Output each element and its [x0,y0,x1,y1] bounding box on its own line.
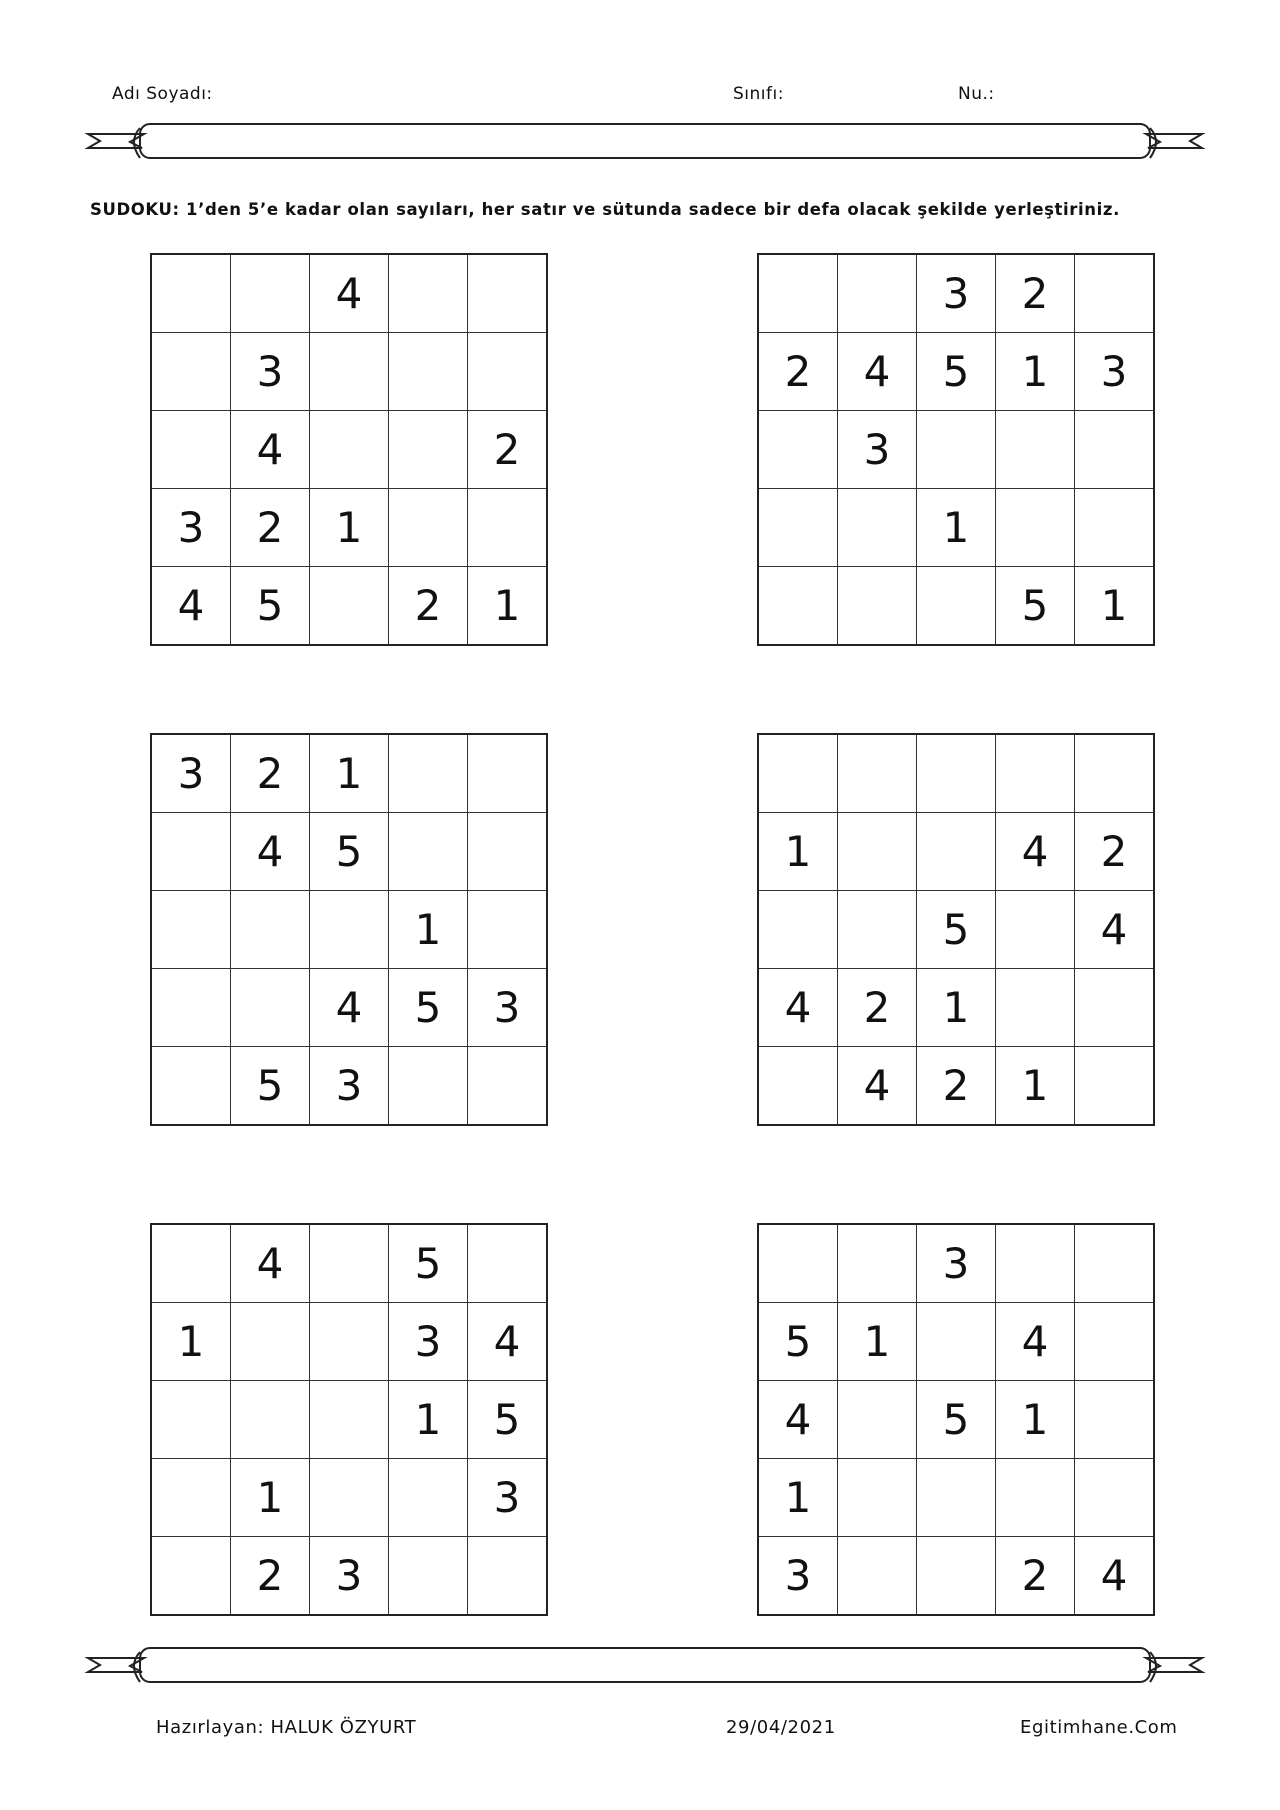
grid-cell [151,1537,231,1616]
grid-cell [838,1537,917,1616]
grid-cell: 4 [758,1381,838,1459]
grid-cell [758,1224,838,1303]
grid-cell [151,969,231,1047]
grid-cell [310,1224,389,1303]
grid-cell [468,734,548,813]
grid-cell: 5 [917,333,996,411]
grid-cell [310,1303,389,1381]
grid-cell [151,891,231,969]
name-label: Adı Soyadı: [112,84,213,104]
grid-cell [389,1537,468,1616]
grid-cell [389,813,468,891]
grid-cell: 4 [231,1224,310,1303]
grid-cell [917,1459,996,1537]
grid-cell [838,1224,917,1303]
grid-cell: 4 [1075,891,1155,969]
grid-cell: 4 [838,1047,917,1126]
grid-cell: 1 [996,333,1075,411]
grid-cell [1075,254,1155,333]
grid-cell: 1 [231,1459,310,1537]
grid-cell [468,813,548,891]
grid-cell: 5 [389,1224,468,1303]
grid-cell: 1 [996,1047,1075,1126]
grid-row [151,1047,547,1126]
grid-row [151,891,547,969]
grid-cell: 4 [838,333,917,411]
grid-cell [838,1381,917,1459]
class-label: Sınıfı: [733,84,784,104]
grid-row [758,1381,1154,1459]
grid-cell [1075,489,1155,567]
grid-row [151,567,547,646]
grid-cell [151,1224,231,1303]
top-scroll-banner [80,116,1210,172]
grid-cell: 4 [758,969,838,1047]
grid-cell: 2 [1075,813,1155,891]
grid-cell [468,333,548,411]
grid-cell: 1 [838,1303,917,1381]
grid-cell: 4 [1075,1537,1155,1616]
grid-row [758,1459,1154,1537]
grid-cell: 1 [389,1381,468,1459]
grid-cell: 4 [310,969,389,1047]
grid-cell [231,1381,310,1459]
grid-cell: 3 [389,1303,468,1381]
grid-cell [468,489,548,567]
grid-row [758,411,1154,489]
grid-cell [468,254,548,333]
grid-cell [1075,411,1155,489]
grid-row [151,489,547,567]
grid-cell: 1 [758,1459,838,1537]
grid-cell [1075,1224,1155,1303]
sudoku-grid-6 [757,1223,1155,1616]
grid-cell: 3 [151,734,231,813]
grid-row [151,1537,547,1616]
grid-cell [389,333,468,411]
instructions-text: SUDOKU: 1’den 5’e kadar olan sayıları, her satır ve sütunda sadece bir defa olacak şekilde yerleştiriniz. [90,200,1120,219]
grid-cell: 2 [231,734,310,813]
grid-cell [996,1224,1075,1303]
sudoku-grid-1 [150,253,548,646]
grid-cell: 5 [231,567,310,646]
grid-cell [310,891,389,969]
grid-row [151,734,547,813]
grid-cell [838,489,917,567]
grid-cell: 3 [917,1224,996,1303]
grid-cell: 1 [917,969,996,1047]
grid-cell [310,567,389,646]
grid-row [758,489,1154,567]
grid-cell: 4 [996,1303,1075,1381]
grid-cell [389,1459,468,1537]
grid-cell [838,254,917,333]
grid-cell: 5 [468,1381,548,1459]
grid-cell [468,1047,548,1126]
grid-row [151,1381,547,1459]
grid-cell [1075,1047,1155,1126]
grid-cell: 3 [310,1047,389,1126]
grid-cell [996,891,1075,969]
grid-cell [917,1303,996,1381]
grid-cell: 3 [758,1537,838,1616]
grid-row [151,813,547,891]
grid-cell [151,1381,231,1459]
grid-cell: 5 [996,567,1075,646]
grid-cell [1075,734,1155,813]
grid-cell [389,254,468,333]
grid-cell [758,734,838,813]
grid-row [758,891,1154,969]
grid-cell [996,1459,1075,1537]
grid-cell [389,489,468,567]
grid-row [758,969,1154,1047]
grid-cell [917,567,996,646]
grid-cell [838,567,917,646]
grid-cell [468,891,548,969]
grid-cell [151,813,231,891]
grid-cell [231,891,310,969]
grid-cell [151,411,231,489]
grid-row [151,333,547,411]
grid-cell [838,734,917,813]
grid-row [758,1224,1154,1303]
grid-cell: 4 [231,411,310,489]
grid-cell: 4 [310,254,389,333]
grid-cell [468,1537,548,1616]
grid-cell [917,411,996,489]
grid-cell [838,1459,917,1537]
grid-cell: 2 [996,1537,1075,1616]
footer-site: Egitimhane.Com [1020,1717,1178,1738]
grid-cell: 3 [310,1537,389,1616]
grid-cell: 2 [838,969,917,1047]
grid-cell: 1 [468,567,548,646]
grid-cell [758,567,838,646]
grid-cell: 3 [468,969,548,1047]
grid-cell [996,489,1075,567]
grid-row [758,813,1154,891]
grid-row [151,254,547,333]
grid-cell [389,411,468,489]
grid-cell: 1 [996,1381,1075,1459]
grid-row [151,1459,547,1537]
grid-cell [917,734,996,813]
grid-cell [151,1459,231,1537]
grid-cell: 2 [917,1047,996,1126]
grid-cell [838,891,917,969]
grid-cell [996,734,1075,813]
grid-cell: 1 [1075,567,1155,646]
grid-cell: 5 [917,891,996,969]
grid-cell: 5 [917,1381,996,1459]
grid-row [151,969,547,1047]
grid-cell [1075,1303,1155,1381]
grid-cell [231,969,310,1047]
grid-row [758,333,1154,411]
grid-cell [758,411,838,489]
grid-cell: 3 [917,254,996,333]
grid-cell: 2 [758,333,838,411]
grid-cell: 3 [1075,333,1155,411]
grid-cell [996,969,1075,1047]
grid-cell: 1 [758,813,838,891]
sudoku-grid-2 [757,253,1155,646]
grid-cell: 5 [231,1047,310,1126]
grid-cell [758,891,838,969]
grid-cell: 1 [389,891,468,969]
grid-cell: 5 [389,969,468,1047]
grid-cell [758,254,838,333]
grid-cell: 4 [151,567,231,646]
grid-cell: 2 [996,254,1075,333]
grid-cell [231,254,310,333]
grid-cell [310,1381,389,1459]
grid-cell [838,813,917,891]
grid-cell [231,1303,310,1381]
grid-cell: 1 [310,734,389,813]
grid-cell: 1 [310,489,389,567]
footer-date: 29/04/2021 [726,1717,836,1738]
grid-cell: 5 [310,813,389,891]
grid-cell: 2 [468,411,548,489]
grid-cell [917,813,996,891]
grid-cell: 4 [231,813,310,891]
grid-cell: 2 [231,489,310,567]
bottom-scroll-banner [80,1640,1210,1696]
grid-cell [151,1047,231,1126]
grid-cell [1075,969,1155,1047]
grid-row [151,1303,547,1381]
number-label: Nu.: [958,84,995,104]
grid-cell: 3 [468,1459,548,1537]
sudoku-grid-3 [150,733,548,1126]
grid-cell [917,1537,996,1616]
grid-cell [151,254,231,333]
grid-cell [389,734,468,813]
grid-cell [468,1224,548,1303]
grid-row [758,1537,1154,1616]
grid-cell [758,489,838,567]
grid-cell [389,1047,468,1126]
grid-cell [1075,1381,1155,1459]
grid-cell: 5 [758,1303,838,1381]
grid-cell: 4 [996,813,1075,891]
grid-row [758,1047,1154,1126]
grid-cell [1075,1459,1155,1537]
grid-row [758,734,1154,813]
grid-cell [151,333,231,411]
grid-cell [758,1047,838,1126]
grid-row [151,411,547,489]
footer-author: Hazırlayan: HALUK ÖZYURT [156,1717,417,1738]
grid-cell: 3 [231,333,310,411]
grid-row [758,1303,1154,1381]
sudoku-grid-4 [757,733,1155,1126]
grid-cell: 1 [151,1303,231,1381]
sudoku-grid-5 [150,1223,548,1616]
grid-cell: 2 [389,567,468,646]
grid-cell [310,1459,389,1537]
grid-cell: 1 [917,489,996,567]
grid-row [151,1224,547,1303]
grid-cell [310,411,389,489]
grid-cell: 3 [838,411,917,489]
grid-row [758,254,1154,333]
grid-cell: 4 [468,1303,548,1381]
grid-row [758,567,1154,646]
grid-cell: 3 [151,489,231,567]
grid-cell [996,411,1075,489]
grid-cell: 2 [231,1537,310,1616]
grid-cell [310,333,389,411]
